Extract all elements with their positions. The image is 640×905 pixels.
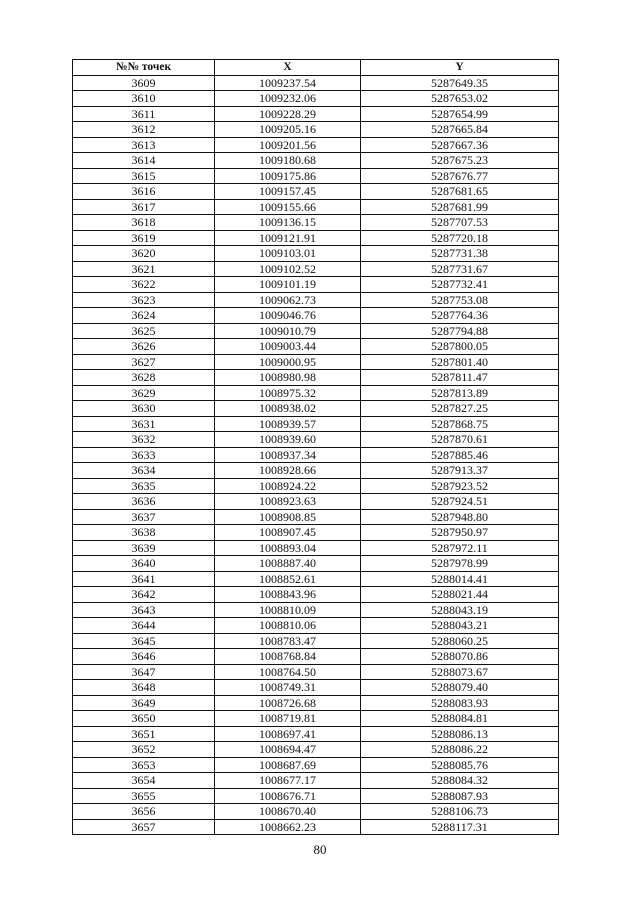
x-coordinate-cell: 1009121.91 — [215, 230, 361, 246]
y-coordinate-cell: 5287753.08 — [361, 292, 559, 308]
y-coordinate-cell: 5288073.67 — [361, 664, 559, 680]
y-coordinate-cell: 5287978.99 — [361, 556, 559, 572]
y-coordinate-cell: 5287681.65 — [361, 184, 559, 200]
y-coordinate-cell: 5287885.46 — [361, 447, 559, 463]
point-number-cell: 3627 — [73, 354, 215, 370]
y-coordinate-cell: 5287707.53 — [361, 215, 559, 231]
header-y: Y — [361, 60, 559, 76]
point-number-cell: 3642 — [73, 587, 215, 603]
x-coordinate-cell: 1008843.96 — [215, 587, 361, 603]
table-row — [73, 447, 559, 463]
table-row — [73, 571, 559, 587]
x-coordinate-cell: 1009010.79 — [215, 323, 361, 339]
table-row — [73, 602, 559, 618]
y-coordinate-cell: 5287811.47 — [361, 370, 559, 386]
x-coordinate-cell: 1008937.34 — [215, 447, 361, 463]
y-coordinate-cell: 5288086.13 — [361, 726, 559, 742]
y-coordinate-cell: 5287667.36 — [361, 137, 559, 153]
table-row — [73, 199, 559, 215]
point-number-cell: 3611 — [73, 106, 215, 122]
x-coordinate-cell: 1008677.17 — [215, 773, 361, 789]
y-coordinate-cell: 5287913.37 — [361, 463, 559, 479]
x-coordinate-cell: 1009237.54 — [215, 75, 361, 91]
point-number-cell: 3629 — [73, 385, 215, 401]
table-row — [73, 416, 559, 432]
table-row — [73, 726, 559, 742]
point-number-cell: 3653 — [73, 757, 215, 773]
x-coordinate-cell: 1008980.98 — [215, 370, 361, 386]
table-row — [73, 649, 559, 665]
x-coordinate-cell: 1008928.66 — [215, 463, 361, 479]
y-coordinate-cell: 5288084.81 — [361, 711, 559, 727]
y-coordinate-cell: 5288043.21 — [361, 618, 559, 634]
x-coordinate-cell: 1008975.32 — [215, 385, 361, 401]
x-coordinate-cell: 1009228.29 — [215, 106, 361, 122]
x-coordinate-cell: 1008939.57 — [215, 416, 361, 432]
y-coordinate-cell: 5288087.93 — [361, 788, 559, 804]
table-row — [73, 478, 559, 494]
table-row — [73, 184, 559, 200]
x-coordinate-cell: 1008810.06 — [215, 618, 361, 634]
y-coordinate-cell: 5287800.05 — [361, 339, 559, 355]
table-header — [73, 60, 559, 76]
table-row — [73, 339, 559, 355]
x-coordinate-cell: 1008893.04 — [215, 540, 361, 556]
header-row — [73, 60, 559, 76]
table-row — [73, 525, 559, 541]
y-coordinate-cell: 5287950.97 — [361, 525, 559, 541]
table-row — [73, 323, 559, 339]
x-coordinate-cell: 1008687.69 — [215, 757, 361, 773]
y-coordinate-cell: 5288060.25 — [361, 633, 559, 649]
x-coordinate-cell: 1008887.40 — [215, 556, 361, 572]
point-number-cell: 3622 — [73, 277, 215, 293]
point-number-cell: 3651 — [73, 726, 215, 742]
point-number-cell: 3637 — [73, 509, 215, 525]
point-number-cell: 3612 — [73, 122, 215, 138]
point-number-cell: 3646 — [73, 649, 215, 665]
table-row — [73, 230, 559, 246]
x-coordinate-cell: 1009136.15 — [215, 215, 361, 231]
point-number-cell: 3644 — [73, 618, 215, 634]
point-number-cell: 3643 — [73, 602, 215, 618]
y-coordinate-cell: 5288085.76 — [361, 757, 559, 773]
y-coordinate-cell: 5288079.40 — [361, 680, 559, 696]
x-coordinate-cell: 1008726.68 — [215, 695, 361, 711]
y-coordinate-cell: 5287972.11 — [361, 540, 559, 556]
table-row — [73, 664, 559, 680]
point-number-cell: 3626 — [73, 339, 215, 355]
point-number-cell: 3610 — [73, 91, 215, 107]
y-coordinate-cell: 5287665.84 — [361, 122, 559, 138]
point-number-cell: 3625 — [73, 323, 215, 339]
table-row — [73, 153, 559, 169]
table-row — [73, 618, 559, 634]
point-number-cell: 3633 — [73, 447, 215, 463]
point-number-cell: 3619 — [73, 230, 215, 246]
table-row — [73, 633, 559, 649]
y-coordinate-cell: 5287948.80 — [361, 509, 559, 525]
point-number-cell: 3630 — [73, 401, 215, 417]
y-coordinate-cell: 5287868.75 — [361, 416, 559, 432]
x-coordinate-cell: 1008694.47 — [215, 742, 361, 758]
x-coordinate-cell: 1009101.19 — [215, 277, 361, 293]
x-coordinate-cell: 1009157.45 — [215, 184, 361, 200]
x-coordinate-cell: 1008810.09 — [215, 602, 361, 618]
x-coordinate-cell: 1009201.56 — [215, 137, 361, 153]
y-coordinate-cell: 5287827.25 — [361, 401, 559, 417]
x-coordinate-cell: 1008783.47 — [215, 633, 361, 649]
table-row — [73, 494, 559, 510]
x-coordinate-cell: 1009205.16 — [215, 122, 361, 138]
table-row — [73, 308, 559, 324]
point-number-cell: 3634 — [73, 463, 215, 479]
x-coordinate-cell: 1008907.45 — [215, 525, 361, 541]
y-coordinate-cell: 5287654.99 — [361, 106, 559, 122]
point-number-cell: 3620 — [73, 246, 215, 262]
x-coordinate-cell: 1008764.50 — [215, 664, 361, 680]
table-row — [73, 385, 559, 401]
x-coordinate-cell: 1008697.41 — [215, 726, 361, 742]
point-number-cell: 3657 — [73, 819, 215, 835]
y-coordinate-cell: 5288043.19 — [361, 602, 559, 618]
x-coordinate-cell: 1009180.68 — [215, 153, 361, 169]
point-number-cell: 3613 — [73, 137, 215, 153]
point-number-cell: 3648 — [73, 680, 215, 696]
page-number: 80 — [313, 842, 327, 857]
table-row — [73, 122, 559, 138]
point-number-cell: 3654 — [73, 773, 215, 789]
y-coordinate-cell: 5287732.41 — [361, 277, 559, 293]
x-coordinate-cell: 1008768.84 — [215, 649, 361, 665]
point-number-cell: 3640 — [73, 556, 215, 572]
x-coordinate-cell: 1008662.23 — [215, 819, 361, 835]
table-row — [73, 370, 559, 386]
point-number-cell: 3650 — [73, 711, 215, 727]
y-coordinate-cell: 5287653.02 — [361, 91, 559, 107]
x-coordinate-cell: 1008670.40 — [215, 804, 361, 820]
table-row — [73, 757, 559, 773]
table-row — [73, 401, 559, 417]
y-coordinate-cell: 5288014.41 — [361, 571, 559, 587]
x-coordinate-cell: 1008719.81 — [215, 711, 361, 727]
point-number-cell: 3628 — [73, 370, 215, 386]
table-row — [73, 91, 559, 107]
x-coordinate-cell: 1008939.60 — [215, 432, 361, 448]
table-row — [73, 742, 559, 758]
y-coordinate-cell: 5287801.40 — [361, 354, 559, 370]
table-row — [73, 587, 559, 603]
x-coordinate-cell: 1008749.31 — [215, 680, 361, 696]
y-coordinate-cell: 5288021.44 — [361, 587, 559, 603]
y-coordinate-cell: 5288117.31 — [361, 819, 559, 835]
table-row — [73, 819, 559, 835]
y-coordinate-cell: 5287923.52 — [361, 478, 559, 494]
table-row — [73, 509, 559, 525]
point-number-cell: 3655 — [73, 788, 215, 804]
x-coordinate-cell: 1008924.22 — [215, 478, 361, 494]
header-x: X — [215, 60, 361, 76]
point-number-cell: 3639 — [73, 540, 215, 556]
point-number-cell: 3636 — [73, 494, 215, 510]
table-row — [73, 292, 559, 308]
point-number-cell: 3641 — [73, 571, 215, 587]
x-coordinate-cell: 1008923.63 — [215, 494, 361, 510]
point-number-cell: 3632 — [73, 432, 215, 448]
point-number-cell: 3649 — [73, 695, 215, 711]
point-number-cell: 3624 — [73, 308, 215, 324]
y-coordinate-cell: 5287676.77 — [361, 168, 559, 184]
point-number-cell: 3616 — [73, 184, 215, 200]
coordinates-table — [72, 59, 559, 835]
x-coordinate-cell: 1009103.01 — [215, 246, 361, 262]
y-coordinate-cell: 5287649.35 — [361, 75, 559, 91]
point-number-cell: 3617 — [73, 199, 215, 215]
x-coordinate-cell: 1008938.02 — [215, 401, 361, 417]
table-row — [73, 432, 559, 448]
y-coordinate-cell: 5287924.51 — [361, 494, 559, 510]
table-row — [73, 540, 559, 556]
x-coordinate-cell: 1009062.73 — [215, 292, 361, 308]
y-coordinate-cell: 5287764.36 — [361, 308, 559, 324]
y-coordinate-cell: 5287731.38 — [361, 246, 559, 262]
x-coordinate-cell: 1009000.95 — [215, 354, 361, 370]
y-coordinate-cell: 5287681.99 — [361, 199, 559, 215]
table-row — [73, 556, 559, 572]
y-coordinate-cell: 5288070.86 — [361, 649, 559, 665]
table-row — [73, 711, 559, 727]
point-number-cell: 3656 — [73, 804, 215, 820]
point-number-cell: 3635 — [73, 478, 215, 494]
y-coordinate-cell: 5288083.93 — [361, 695, 559, 711]
table-row — [73, 75, 559, 91]
x-coordinate-cell: 1008676.71 — [215, 788, 361, 804]
x-coordinate-cell: 1009003.44 — [215, 339, 361, 355]
x-coordinate-cell: 1008908.85 — [215, 509, 361, 525]
point-number-cell: 3631 — [73, 416, 215, 432]
table-body — [73, 75, 559, 835]
point-number-cell: 3614 — [73, 153, 215, 169]
y-coordinate-cell: 5288106.73 — [361, 804, 559, 820]
point-number-cell: 3647 — [73, 664, 215, 680]
table-row — [73, 246, 559, 262]
point-number-cell: 3618 — [73, 215, 215, 231]
y-coordinate-cell: 5287720.18 — [361, 230, 559, 246]
x-coordinate-cell: 1009175.86 — [215, 168, 361, 184]
table-row — [73, 137, 559, 153]
x-coordinate-cell: 1009102.52 — [215, 261, 361, 277]
point-number-cell: 3623 — [73, 292, 215, 308]
y-coordinate-cell: 5288084.32 — [361, 773, 559, 789]
table-row — [73, 277, 559, 293]
table-row — [73, 788, 559, 804]
y-coordinate-cell: 5287731.67 — [361, 261, 559, 277]
table-row — [73, 804, 559, 820]
header-point-number: №№ точек — [73, 60, 215, 76]
table-row — [73, 106, 559, 122]
table-row — [73, 215, 559, 231]
point-number-cell: 3615 — [73, 168, 215, 184]
y-coordinate-cell: 5288086.22 — [361, 742, 559, 758]
x-coordinate-cell: 1009155.66 — [215, 199, 361, 215]
y-coordinate-cell: 5287870.61 — [361, 432, 559, 448]
y-coordinate-cell: 5287794.88 — [361, 323, 559, 339]
point-number-cell: 3609 — [73, 75, 215, 91]
point-number-cell: 3638 — [73, 525, 215, 541]
x-coordinate-cell: 1009046.76 — [215, 308, 361, 324]
x-coordinate-cell: 1009232.06 — [215, 91, 361, 107]
point-number-cell: 3645 — [73, 633, 215, 649]
table-row — [73, 354, 559, 370]
table-row — [73, 261, 559, 277]
table-row — [73, 773, 559, 789]
table-row — [73, 463, 559, 479]
point-number-cell: 3652 — [73, 742, 215, 758]
point-number-cell: 3621 — [73, 261, 215, 277]
y-coordinate-cell: 5287675.23 — [361, 153, 559, 169]
x-coordinate-cell: 1008852.61 — [215, 571, 361, 587]
table-row — [73, 680, 559, 696]
table-row — [73, 695, 559, 711]
table-row — [73, 168, 559, 184]
y-coordinate-cell: 5287813.89 — [361, 385, 559, 401]
